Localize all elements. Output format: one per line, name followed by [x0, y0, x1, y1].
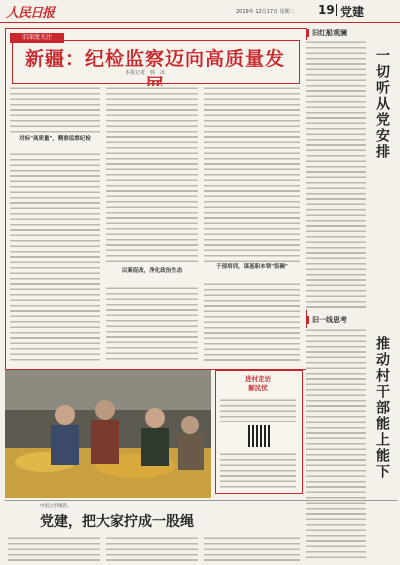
dateline: 2019年 12月17日 星期二: [236, 9, 295, 15]
article-column-1: [10, 86, 100, 134]
right-headline-1: 一切听从党安排: [374, 48, 390, 160]
subhead-3: 于部培训，谋基职本领"饭碗": [216, 264, 288, 270]
feature-headline: 新疆：纪检监察迈向高质量发: [24, 48, 285, 70]
bottom-kicker: 中国之治聚新。: [40, 504, 72, 509]
article-column-1b: [10, 152, 100, 362]
bottom-column-3: [204, 536, 300, 564]
photo-illustration: [5, 370, 211, 498]
article-column-2: [106, 86, 198, 266]
feature-byline: 本报记者 韩 冰: [125, 70, 166, 76]
right-tag-2: [306, 315, 347, 325]
right-tag-1: [306, 28, 347, 38]
tag-marker: [306, 29, 309, 37]
sidebox-text: [220, 398, 296, 422]
sidebox-title: 进村走访 解民忧: [245, 375, 271, 392]
right-headline-2: 推动村干部能上能下: [374, 336, 390, 480]
page-number: 19: [318, 3, 335, 17]
bottom-headline: 党建，把大家拧成一股绳: [40, 514, 194, 530]
subhead-1: 对标"高质量"，精准监察纪检: [19, 136, 91, 142]
right-tag-1-label: 旧红船观澜: [312, 29, 347, 37]
section-divider: [5, 500, 398, 501]
sidebox-text-2: [220, 452, 296, 488]
newspaper-logo: 人民日报: [6, 6, 55, 21]
feature-tag: 旧深度关注: [10, 33, 64, 43]
article-column-3: [204, 86, 300, 262]
right-column-text-2: [306, 328, 366, 558]
bottom-column-1: [8, 536, 100, 564]
page-divider: [336, 4, 337, 16]
article-column-3b: [204, 282, 300, 362]
page-section: 党建: [340, 5, 365, 19]
qr-code: [248, 425, 270, 447]
subhead-2: 以案促改，净化政治生态: [121, 268, 183, 274]
right-column-text-1: [306, 40, 366, 310]
right-tag-2-label: 旧一线思考: [312, 316, 347, 324]
tag-marker: [306, 316, 309, 324]
article-column-2b: [106, 286, 198, 362]
bottom-column-2: [106, 536, 198, 564]
news-photo: [5, 370, 211, 498]
